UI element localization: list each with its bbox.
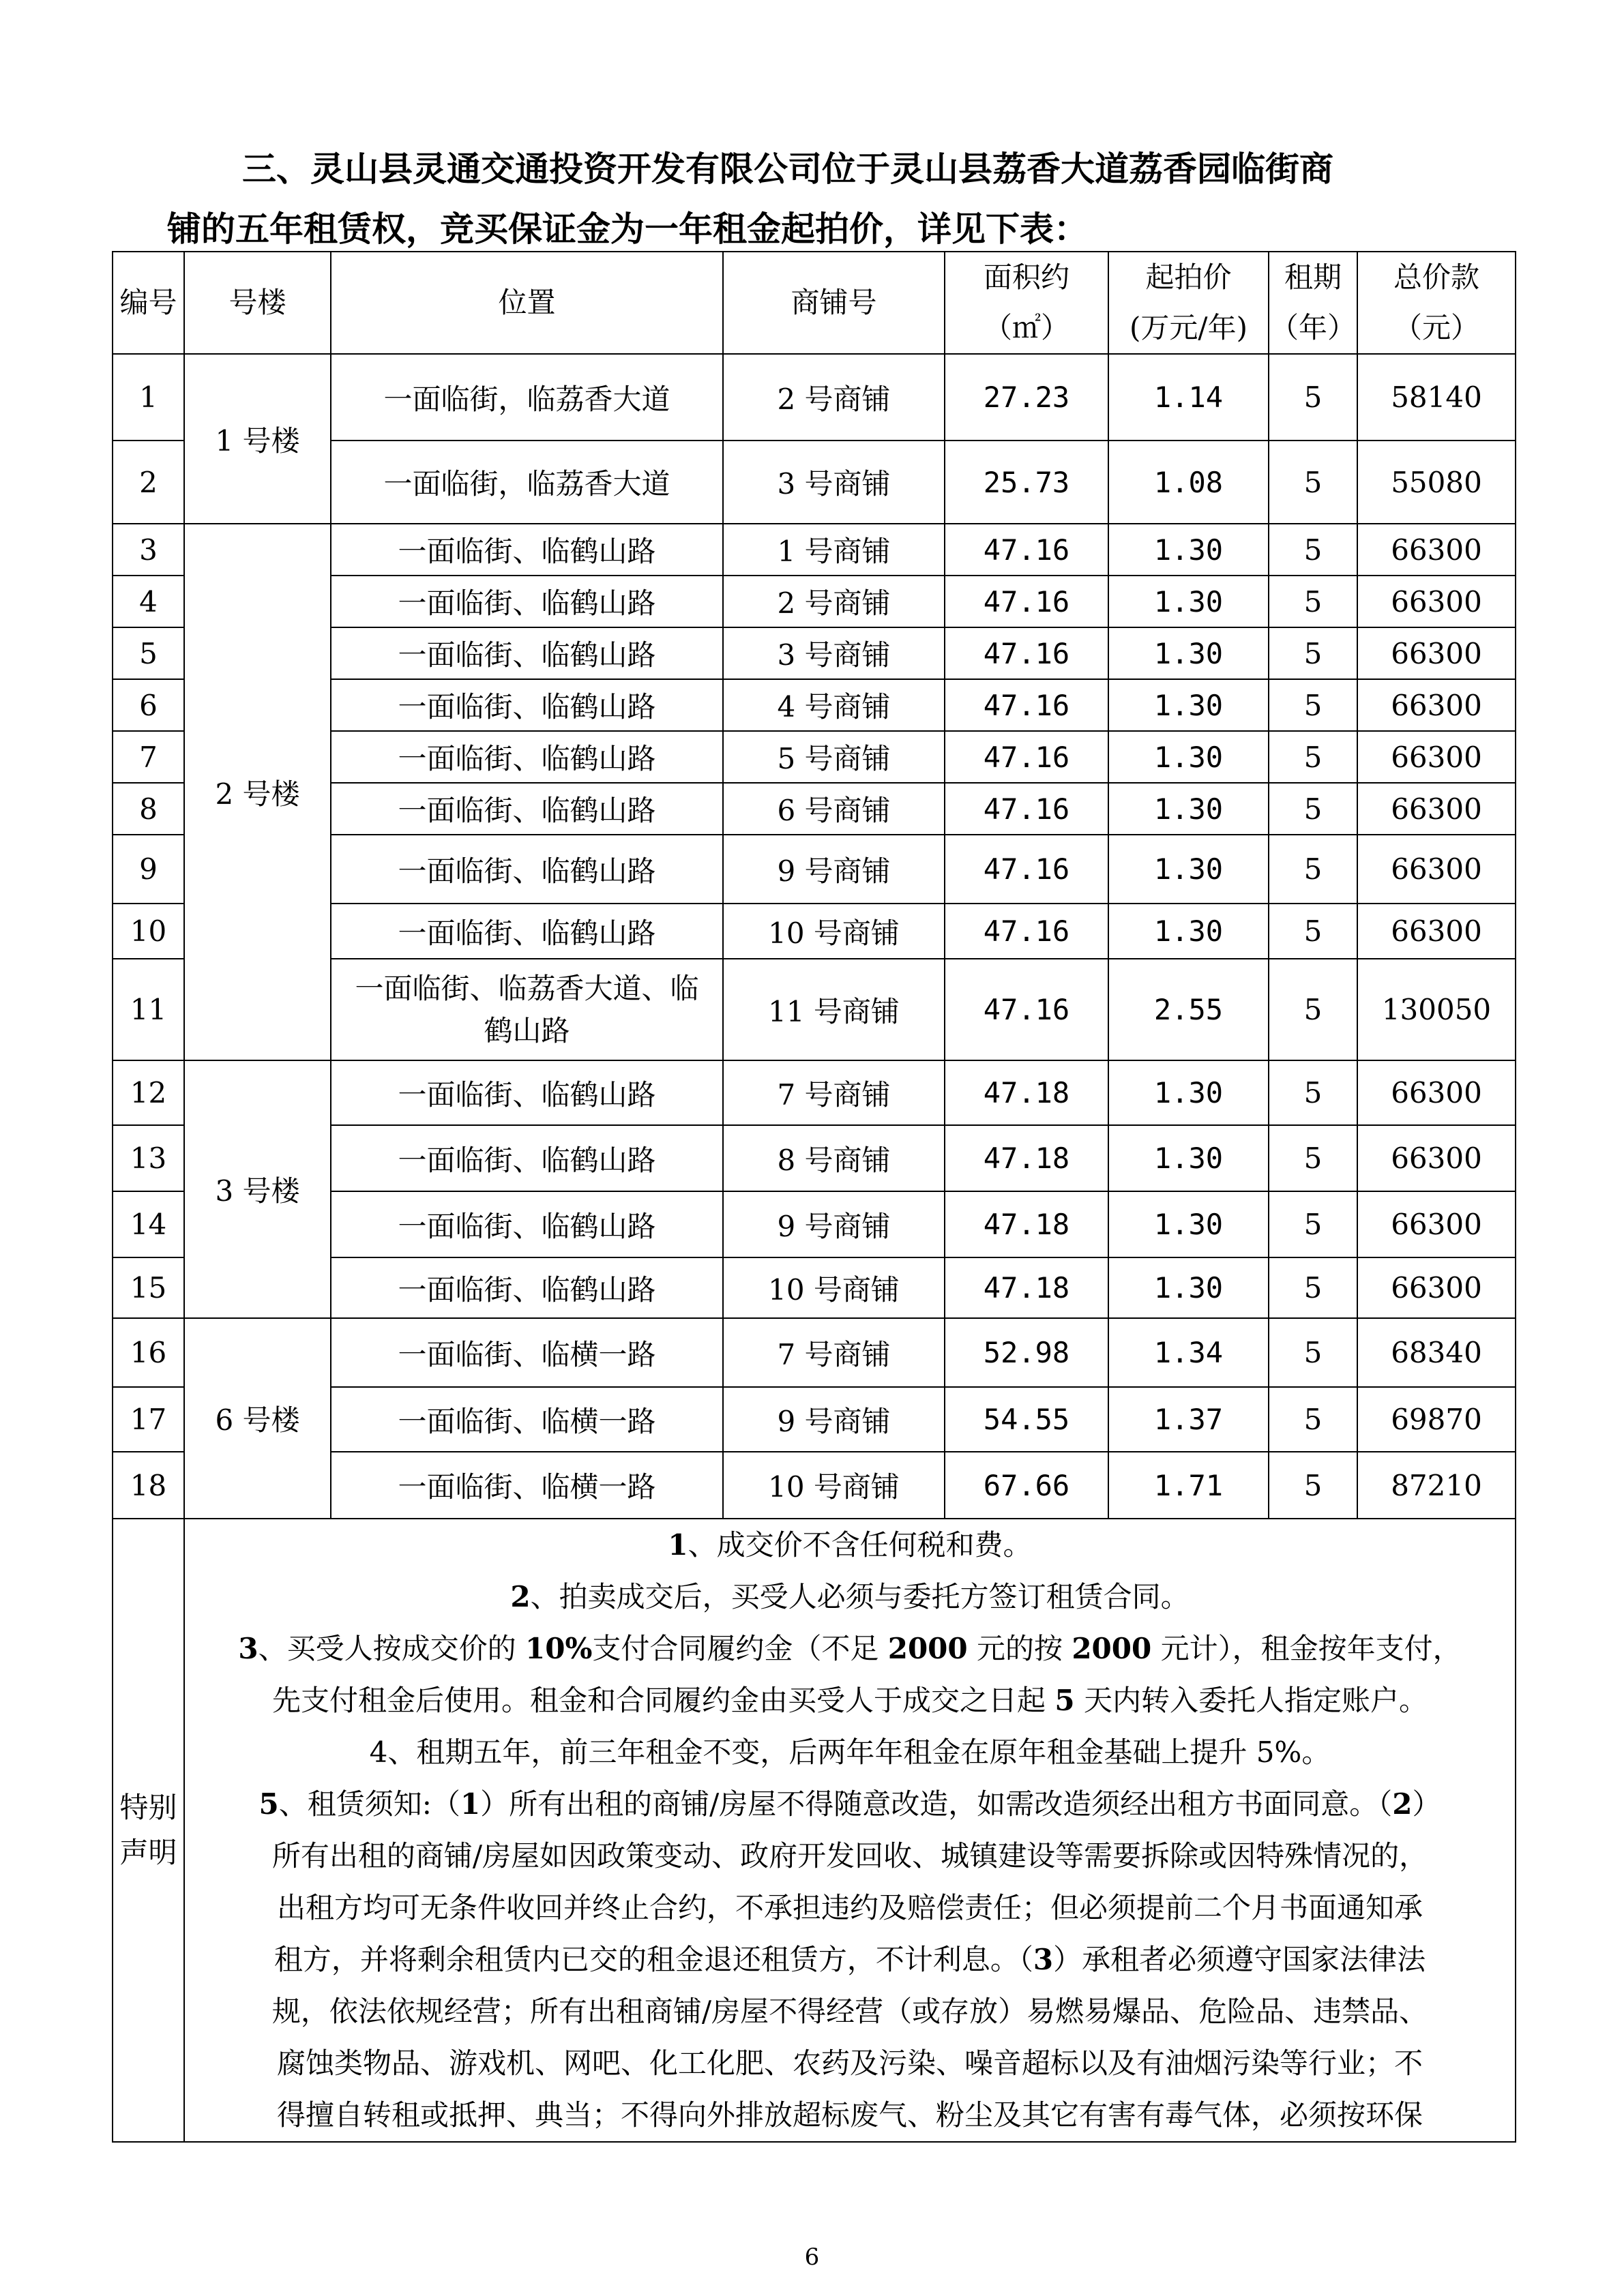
row-price: 1.08 [1108,441,1269,524]
row-area: 47.16 [945,627,1108,679]
table-row [113,354,1516,441]
row-term: 5 [1269,959,1357,1060]
row-total: 66300 [1357,783,1516,835]
row-no: 18 [113,1452,184,1519]
page-number: 6 [804,2243,820,2271]
row-location: 一面临街、临鹤山路 [331,576,723,627]
row-shop: 11 号商铺 [723,959,945,1060]
row-shop: 2 号商铺 [723,576,945,627]
row-area: 47.16 [945,731,1108,783]
row-area: 67.66 [945,1452,1108,1519]
row-price: 1.30 [1108,627,1269,679]
row-location: 一面临街、临鹤山路 [331,1257,723,1318]
building-cell: 3 号楼 [184,1060,331,1318]
row-location: 一面临街、临横一路 [331,1387,723,1452]
note-5-line-5: 规，依法依规经营；所有出租商铺/房屋不得经营（或存放）易燃易爆品、危险品、违禁品、 [271,1995,1428,2028]
row-term: 5 [1269,1125,1357,1191]
row-no: 14 [113,1191,184,1257]
row-term: 5 [1269,524,1357,576]
notes-label: 特别 声明 [113,1519,184,2142]
row-location: 一面临街、临鹤山路 [331,1191,723,1257]
row-shop: 7 号商铺 [723,1060,945,1125]
row-no: 9 [113,835,184,904]
table-row [113,524,1516,576]
row-total: 66300 [1357,576,1516,627]
row-price: 1.30 [1108,1060,1269,1125]
header-term: 租期 （年） [1269,252,1357,354]
row-price: 1.30 [1108,524,1269,576]
row-shop: 5 号商铺 [723,731,945,783]
row-location: 一面临街、临鹤山路 [331,904,723,959]
row-area: 47.16 [945,835,1108,904]
intro-line-1: 三、灵山县灵通交通投资开发有限公司位于灵山县荔香大道荔香园临街商 [242,149,1333,189]
row-no: 11 [113,959,184,1060]
row-price: 1.30 [1108,783,1269,835]
row-term: 5 [1269,1387,1357,1452]
row-no: 2 [113,441,184,524]
note-3-cont: 先支付租金后使用。租金和合同履约金由买受人于成交之日起 5 天内转入委托人指定账户。 [272,1684,1428,1717]
row-location: 一面临街、临鹤山路 [331,627,723,679]
row-shop: 6 号商铺 [723,783,945,835]
row-price: 2.55 [1108,959,1269,1060]
row-no: 6 [113,679,184,731]
row-area: 54.55 [945,1387,1108,1452]
row-term: 5 [1269,1060,1357,1125]
row-no: 3 [113,524,184,576]
row-location: 一面临街、临鹤山路 [331,835,723,904]
row-term: 5 [1269,783,1357,835]
row-area: 47.16 [945,904,1108,959]
row-term: 5 [1269,679,1357,731]
row-location: 一面临街、临鹤山路 [331,783,723,835]
row-shop: 1 号商铺 [723,524,945,576]
row-term: 5 [1269,731,1357,783]
row-term: 5 [1269,835,1357,904]
row-term: 5 [1269,1257,1357,1318]
note-2: 2、拍卖成交后，买受人必须与委托方签订租赁合同。 [510,1580,1190,1613]
row-total: 87210 [1357,1452,1516,1519]
row-location: 一面临街，临荔香大道 [331,354,723,441]
lease-table [112,251,1516,2143]
header-building: 号楼 [184,252,331,354]
table-row [113,1318,1516,1387]
note-5-line-3: 出租方均可无条件收回并终止合约，不承担违约及赔偿责任；但必须提前二个月书面通知承 [276,1891,1423,1924]
row-location: 一面临街、临鹤山路 [331,1060,723,1125]
row-total: 66300 [1357,679,1516,731]
building-cell: 6 号楼 [184,1318,331,1519]
row-term: 5 [1269,904,1357,959]
note-1: 1、成交价不含任何税和费。 [668,1528,1032,1562]
row-price: 1.30 [1108,835,1269,904]
row-no: 5 [113,627,184,679]
row-no: 12 [113,1060,184,1125]
row-location: 一面临街，临荔香大道 [331,441,723,524]
row-area: 47.16 [945,524,1108,576]
note-5-line-6: 腐蚀类物品、游戏机、网吧、化工化肥、农药及污染、噪音超标以及有油烟污染等行业；不 [276,2046,1423,2080]
header-price: 起拍价 (万元/年) [1108,252,1269,354]
note-5-line-4: 租方，并将剩余租赁内已交的租金退还租赁方，不计利息。（3）承租者必须遵守国家法律法 [274,1943,1426,1976]
row-total: 66300 [1357,1191,1516,1257]
row-location: 一面临街、临鹤山路 [331,1125,723,1191]
row-price: 1.34 [1108,1318,1269,1387]
row-shop: 10 号商铺 [723,1257,945,1318]
note-5: 5、租赁须知:（1）所有出租的商铺/房屋不得随意改造，如需改造须经出租方书面同意。（2） [259,1787,1441,1821]
row-term: 5 [1269,1191,1357,1257]
row-total: 55080 [1357,441,1516,524]
header-location: 位置 [331,252,723,354]
row-term: 5 [1269,354,1357,441]
row-shop: 9 号商铺 [723,835,945,904]
row-price: 1.71 [1108,1452,1269,1519]
note-5-line-2: 所有出租的商铺/房屋如因政策变动、政府开发回收、城镇建设等需要拆除或因特殊情况的， [271,1839,1428,1873]
row-total: 66300 [1357,1257,1516,1318]
row-term: 5 [1269,1452,1357,1519]
row-area: 47.16 [945,959,1108,1060]
row-location: 一面临街、临横一路 [331,1318,723,1387]
header-no: 编号 [113,252,184,354]
table-header-row [113,252,1516,354]
row-no: 8 [113,783,184,835]
row-no: 16 [113,1318,184,1387]
row-total: 66300 [1357,627,1516,679]
row-total: 130050 [1357,959,1516,1060]
row-area: 52.98 [945,1318,1108,1387]
row-total: 66300 [1357,1060,1516,1125]
header-total: 总价款（元） [1357,252,1516,354]
row-area: 47.16 [945,679,1108,731]
row-location: 一面临街、临鹤山路 [331,524,723,576]
notes-row [113,1519,1516,2142]
row-shop: 9 号商铺 [723,1191,945,1257]
row-no: 1 [113,354,184,441]
header-area: 面积约 （㎡） [945,252,1108,354]
row-location: 一面临街、临横一路 [331,1452,723,1519]
building-cell: 1 号楼 [184,354,331,524]
row-total: 66300 [1357,904,1516,959]
row-area: 47.16 [945,576,1108,627]
row-price: 1.30 [1108,679,1269,731]
row-shop: 9 号商铺 [723,1387,945,1452]
row-area: 47.18 [945,1257,1108,1318]
row-location: 一面临街、临鹤山路 [331,731,723,783]
row-price: 1.37 [1108,1387,1269,1452]
header-shop: 商铺号 [723,252,945,354]
building-cell: 2 号楼 [184,524,331,1060]
row-total: 68340 [1357,1318,1516,1387]
row-shop: 4 号商铺 [723,679,945,731]
row-total: 69870 [1357,1387,1516,1452]
row-no: 17 [113,1387,184,1452]
row-total: 66300 [1357,1125,1516,1191]
row-term: 5 [1269,576,1357,627]
row-location: 一面临街、临鹤山路 [331,679,723,731]
row-no: 10 [113,904,184,959]
row-area: 25.73 [945,441,1108,524]
row-price: 1.30 [1108,1125,1269,1191]
note-4: 4、租期五年，前三年租金不变，后两年年租金在原年租金基础上提升 5%。 [369,1735,1331,1769]
row-no: 7 [113,731,184,783]
row-term: 5 [1269,1318,1357,1387]
row-area: 47.16 [945,783,1108,835]
row-price: 1.30 [1108,904,1269,959]
row-total: 66300 [1357,524,1516,576]
row-price: 1.30 [1108,1257,1269,1318]
row-shop: 3 号商铺 [723,627,945,679]
row-shop: 10 号商铺 [723,1452,945,1519]
table-row [113,1060,1516,1125]
row-shop: 10 号商铺 [723,904,945,959]
row-price: 1.30 [1108,731,1269,783]
row-location: 一面临街、临荔香大道、临 鹤山路 [331,959,723,1060]
row-term: 5 [1269,441,1357,524]
row-total: 58140 [1357,354,1516,441]
row-area: 47.18 [945,1191,1108,1257]
row-no: 4 [113,576,184,627]
row-total: 66300 [1357,731,1516,783]
notes-content [184,1519,1516,2142]
row-no: 15 [113,1257,184,1318]
row-shop: 8 号商铺 [723,1125,945,1191]
row-shop: 7 号商铺 [723,1318,945,1387]
row-price: 1.14 [1108,354,1269,441]
row-total: 66300 [1357,835,1516,904]
row-shop: 3 号商铺 [723,441,945,524]
row-area: 27.23 [945,354,1108,441]
row-no: 13 [113,1125,184,1191]
row-area: 47.18 [945,1125,1108,1191]
intro-line-2: 铺的五年租赁权，竞买保证金为一年租金起拍价，详见下表： [167,209,1088,249]
row-term: 5 [1269,627,1357,679]
row-price: 1.30 [1108,576,1269,627]
row-area: 47.18 [945,1060,1108,1125]
row-shop: 2 号商铺 [723,354,945,441]
note-5-line-7: 得擅自转租或抵押、典当；不得向外排放超标废气、粉尘及其它有害有毒气体，必须按环保 [276,2098,1423,2132]
row-price: 1.30 [1108,1191,1269,1257]
note-3: 3、买受人按成交价的 10%支付合同履约金（不足 2000 元的按 2000 元计），租金按年支付， [238,1632,1462,1665]
